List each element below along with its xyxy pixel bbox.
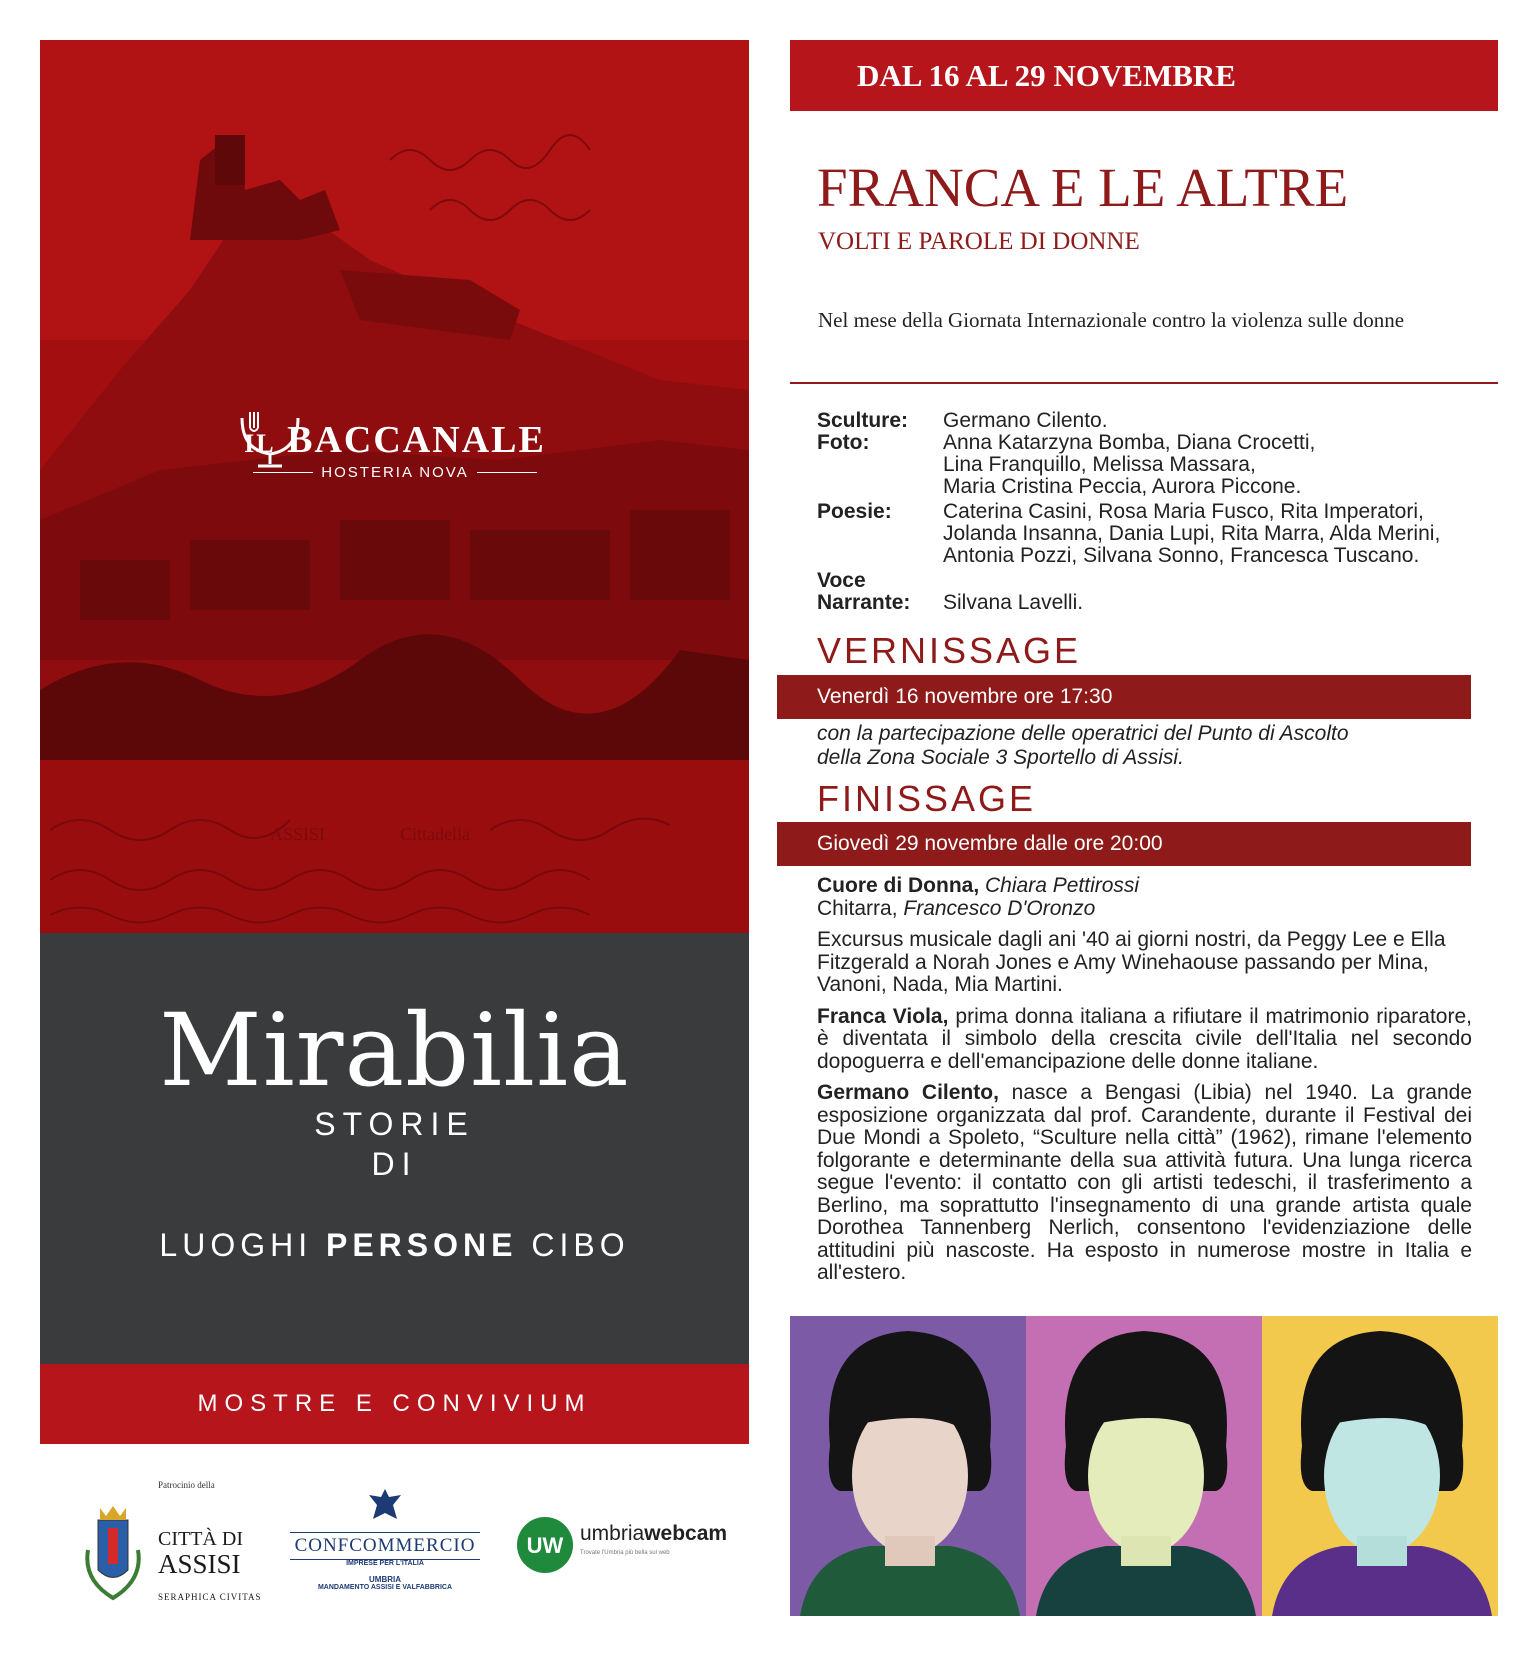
tagline — [40, 1227, 749, 1264]
photo-caption-assisi: ASSISI — [270, 824, 326, 844]
excursus-paragraph: Excursus musicale dagli ani '40 ai giorni nostri, da Peggy Lee e Ella Fitzgerald a Norah Jones e Amy Winehaouse passando per Mina, Vanoni, Nada, Mia Martini. — [817, 928, 1446, 996]
assisi-line3: SERAPHICA CIVITAS — [158, 1592, 262, 1602]
mostre-convivium-bar: MOSTRE E CONVIVIUM — [40, 1364, 749, 1444]
credit-line: Maria Cristina Peccia, Aurora Piccone. — [943, 475, 1302, 498]
confcommercio-sub2: UMBRIA — [369, 1575, 401, 1584]
umbria-text-a: umbria — [580, 1522, 645, 1545]
mirabilia-title: Mirabilia — [159, 992, 630, 1109]
credit-value — [943, 410, 1440, 432]
citta-di-assisi — [158, 1528, 262, 1602]
credit-value — [943, 432, 1440, 498]
credit-row — [817, 501, 1440, 567]
confcommercio-name: CONFCOMMERCIO — [290, 1532, 480, 1560]
finissage-date: Giovedì 29 novembre dalle ore 20:00 — [817, 832, 1163, 855]
umbria-logo-letters: UW — [526, 1533, 564, 1558]
tagline-persone: PERSONE — [325, 1227, 518, 1263]
date-bar — [790, 40, 1498, 111]
vernissage-note-line1: con la partecipazione delle operatrici del Punto di Ascolto — [817, 722, 1349, 745]
franca-viola-text: prima donna italiana a rifiutare il matrimonio riparatore, è diventata il simbolo della crescita civile dell'Italia nel secondo dopoguerra e dell'emancipazione delle donne italiane. — [817, 1004, 1472, 1073]
patrocinio-label: Patrocinio della — [158, 1480, 215, 1490]
finissage-heading: FINISSAGE — [817, 778, 1037, 819]
umbriawebcam-sub: Trovate l'Umbria più bella sul web — [580, 1550, 670, 1556]
tagline-luoghi: LUOGHI — [159, 1227, 313, 1263]
baccanale-logo — [230, 410, 560, 481]
credit-line: Silvana Lavelli. — [943, 591, 1084, 614]
portrait-purple — [790, 1316, 1026, 1616]
vernissage-heading: VERNISSAGE — [817, 630, 1082, 671]
hillside-photo — [40, 40, 749, 933]
credit-line: Germano Cilento. — [943, 409, 1108, 432]
franca-viola-name: Franca Viola, — [817, 1004, 949, 1028]
credit-row — [817, 570, 1440, 592]
portrait-yellow — [1262, 1316, 1498, 1616]
credit-row — [817, 592, 1440, 614]
germano-cilento-name: Germano Cilento, — [817, 1081, 999, 1104]
tagline-cibo: CIBO — [531, 1227, 630, 1263]
vernissage-note-line2: della Zona Sociale 3 Sportello di Assisi. — [817, 746, 1184, 769]
guitar-name: Francesco D'Oronzo — [903, 896, 1096, 920]
credit-label: Foto: — [817, 431, 870, 454]
umbriawebcam-name — [580, 1522, 727, 1546]
confcommercio-logo — [290, 1485, 480, 1591]
credits-list — [817, 410, 1440, 614]
germano-cilento-paragraph — [817, 1082, 1472, 1285]
eagle-icon — [365, 1485, 405, 1525]
confcommercio-sub1: IMPRESE PER L'ITALIA — [346, 1560, 424, 1567]
credit-label: Poesie: — [817, 500, 892, 523]
germano-cilento-text: nasce a Bengasi (Libia) nel 1940. La grande esposizione organizzata dal prof. Carandente, durante il Festival dei Due Mondi a Spoleto, “Sculture nella città” (1962), rimane l'elemento folgorante e determinante della sua attività futura. Una lunga ricerca segue l'evento: il contatto con gli artisti tedeschi, il trasferimento a Berlino, ma soprattutto l'insegnamento di una grande artista quale Dorothea Tannenberg Nerlich, consentono l'evidenziazione delle attitudini più nascoste. Ha esposto in numerose mostre in Italia e all'estero. — [817, 1081, 1473, 1284]
credit-line: Jolanda Insanna, Dania Lupi, Rita Marra, Alda Merini, — [943, 522, 1441, 545]
credit-value — [943, 501, 1440, 567]
logo-name: BACCANALE — [287, 419, 546, 461]
credit-row — [817, 410, 1440, 432]
vernissage-date: Venerdì 16 novembre ore 17:30 — [817, 685, 1113, 708]
logo-rule-right — [477, 472, 537, 473]
performers-paragraph — [817, 875, 1472, 920]
divider — [790, 382, 1498, 384]
credit-line: Lina Franquillo, Melissa Massara, — [943, 453, 1256, 476]
credit-line: Anna Katarzyna Bomba, Diana Crocetti, — [943, 431, 1316, 454]
vernissage-note — [817, 722, 1477, 770]
credit-row — [817, 432, 1440, 498]
assisi-line2: ASSISI — [158, 1549, 241, 1579]
vernissage-date-bar — [777, 675, 1471, 719]
finissage-date-bar — [777, 822, 1471, 866]
credit-line: Antonia Pozzi, Silvana Sonno, Francesca Tuscano. — [943, 544, 1420, 567]
credit-value — [943, 570, 1440, 592]
assisi-line1: CITTÀ DI — [158, 1528, 243, 1550]
portrait-pink — [1026, 1316, 1262, 1616]
umbria-text-b: webcam — [644, 1522, 728, 1545]
di-label: DI — [371, 1146, 418, 1182]
credit-label: Voce — [817, 569, 866, 592]
credit-label: Narrante: — [817, 591, 911, 614]
logo-sub-text: HOSTERIA NOVA — [321, 464, 469, 481]
intro-text: Nel mese della Giornata Internazionale contro la violenza sulle donne — [818, 308, 1405, 332]
storie-label: STORIE — [314, 1106, 475, 1142]
logo-prefix: IL — [244, 429, 276, 458]
date-text: DAL 16 AL 29 NOVEMBRE — [857, 58, 1236, 93]
guitar-role: Chitarra, — [817, 896, 898, 920]
pop-art-portraits — [790, 1316, 1498, 1616]
credit-label: Sculture: — [817, 409, 909, 432]
franca-viola-paragraph — [817, 1006, 1472, 1074]
credit-value — [943, 592, 1440, 614]
wine-glass-fork-icon — [230, 410, 310, 470]
confcommercio-sub3: MANDAMENTO ASSISI E VALFABBRICA — [317, 1584, 453, 1591]
photo-caption-cittadella: Cittadella — [400, 824, 470, 844]
performer-name: Chiara Pettirossi — [985, 874, 1140, 897]
exhibit-subtitle: VOLTI E PAROLE DI DONNE — [818, 228, 1140, 255]
assisi-landscape-illustration — [40, 40, 749, 933]
logo-rule-left — [253, 472, 313, 473]
performer-role: Cuore di Donna, — [817, 874, 980, 897]
finissage-text — [817, 875, 1472, 1294]
credit-line: Caterina Casini, Rosa Maria Fusco, Rita Imperatori, — [943, 500, 1424, 523]
exhibit-title: FRANCA E LE ALTRE — [817, 157, 1349, 218]
mirabilia-panel — [40, 933, 749, 1364]
